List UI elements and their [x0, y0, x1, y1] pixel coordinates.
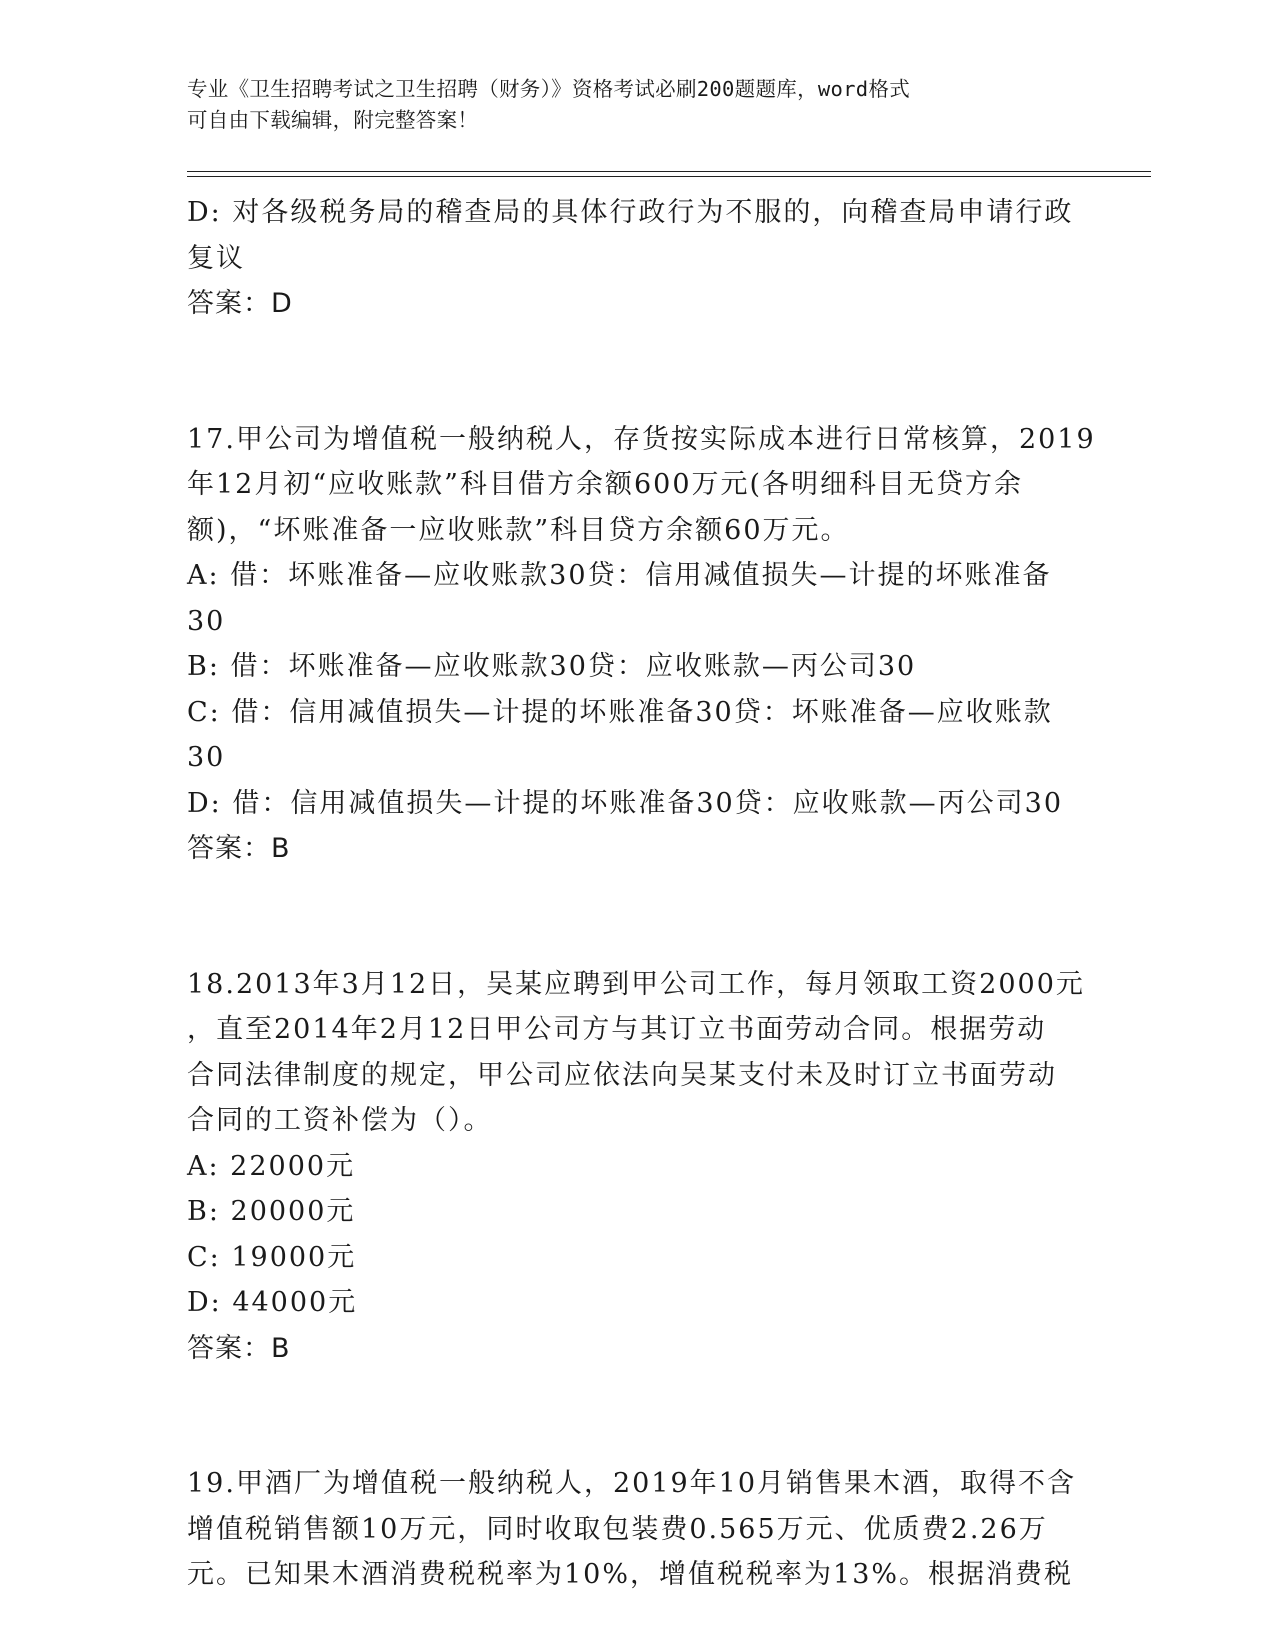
option-a-line: 30: [187, 605, 226, 637]
answer-label: 答案：D: [187, 288, 293, 319]
option-c-line: 30: [187, 742, 226, 773]
option-c: C: 19000元: [187, 1241, 357, 1273]
option-a: A: 22000元: [187, 1150, 356, 1182]
option-d-line: 复议: [187, 242, 245, 274]
question-stem-line: 19.甲酒厂为增值税一般纳税人，2019年10月销售果木酒，取得不含: [187, 1468, 1077, 1499]
question-stem-line: 18.2013年3月12日，吴某应聘到甲公司工作，每月领取工资2000元: [187, 968, 1085, 1000]
page-header: [187, 74, 1087, 136]
spacer: [187, 872, 1077, 962]
spacer: [187, 1371, 1077, 1461]
question-stem-line: 额)，“坏账准备一应收账款”科目贷方余额60万元。: [187, 514, 850, 546]
document-body: [187, 190, 1096, 1598]
question-16-tail: [187, 190, 1077, 327]
header-line: 专业《卫生招聘考试之卫生招聘（财务）》资格考试必刷200题题库，word格式: [187, 77, 911, 101]
option-b: B: 20000元: [187, 1196, 356, 1227]
option-d: D: 借：信用减值损失—计提的坏账准备30贷：应收账款—丙公司30: [187, 787, 1064, 819]
answer-label: 答案：B: [187, 833, 291, 864]
question-17: [187, 417, 1096, 872]
option-b: B: 借：坏账准备—应收账款30贷：应收账款—丙公司30: [187, 651, 917, 682]
option-d-line: D: 对各级税务局的稽查局的具体行政行为不服的，向稽查局申请行政: [187, 197, 1074, 228]
question-18: [187, 962, 1085, 1372]
option-a-line: A: 借：坏账准备—应收账款30贷：信用减值损失—计提的坏账准备: [187, 560, 1052, 591]
question-19: [187, 1461, 1077, 1598]
answer-label: 答案：B: [187, 1332, 291, 1364]
question-stem-line: 合同的工资补偿为（）。: [187, 1105, 493, 1136]
header-rule-top: [187, 171, 1151, 172]
header-rule-bottom: [187, 176, 1151, 177]
question-stem-line: 增值税销售额10万元，同时收取包装费0.565万元、优质费2.26万: [187, 1513, 1048, 1545]
option-c-line: C: 借：信用减值损失—计提的坏账准备30贷：坏账准备—应收账款: [187, 696, 1053, 728]
spacer: [187, 327, 1077, 417]
option-d: D: 44000元: [187, 1287, 358, 1318]
question-stem-line: 元。已知果木酒消费税税率为10%，增值税税率为13%。根据消费税: [187, 1559, 1074, 1590]
header-line: 可自由下载编辑，附完整答案！: [187, 108, 479, 132]
question-stem-line: ，直至2014年2月12日甲公司方与其订立书面劳动合同。根据劳动: [187, 1014, 1047, 1045]
question-stem-line: 17.甲公司为增值税一般纳税人，存货按实际成本进行日常核算，2019: [187, 423, 1096, 455]
question-stem-line: 年12月初“应收账款”科目借方余额600万元(各明细科目无贷方余: [187, 469, 1024, 500]
question-stem-line: 合同法律制度的规定，甲公司应依法向吴某支付未及时订立书面劳动: [187, 1059, 1057, 1091]
